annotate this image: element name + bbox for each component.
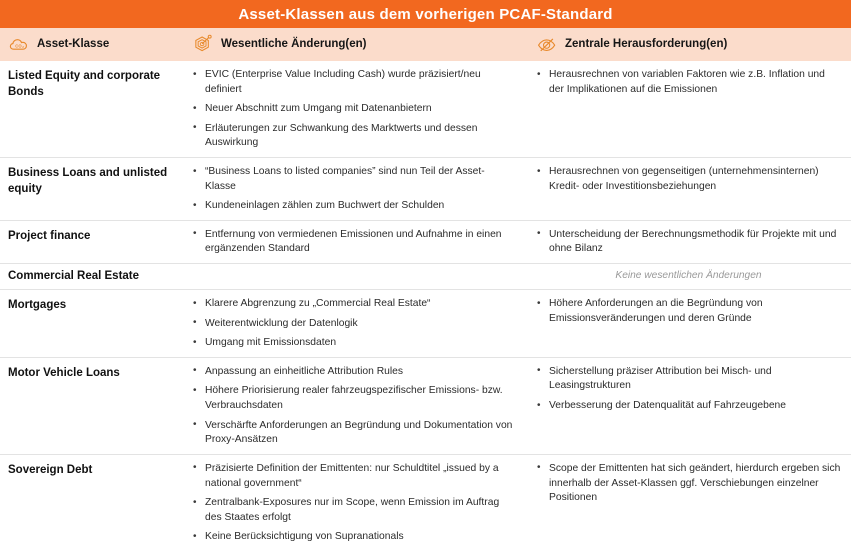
target-hexagon-icon <box>192 34 214 56</box>
changes-list <box>192 462 514 545</box>
changes-list <box>192 365 514 448</box>
changes-cell <box>178 158 524 220</box>
list-item: • Klarere Abgrenzung zu „Commercial Real Estate“ <box>192 297 514 312</box>
list-item: • “Business Loans to listed companies” sind nun Teil der Asset-Klasse <box>192 165 514 194</box>
list-item: • Neuer Abschnitt zum Umgang mit Datenanbietern <box>192 102 514 117</box>
list-item: • Kundeneinlagen zählen zum Buchwert der Schulden <box>192 199 514 214</box>
challenges-cell <box>524 264 851 288</box>
list-item: • Weiterentwicklung der Datenlogik <box>192 317 514 332</box>
table-row <box>0 221 851 264</box>
list-item: • Herausrechnen von gegenseitigen (unternehmensinternen) Kredit- oder Investitionsbeziehungen <box>536 165 841 194</box>
changes-cell <box>178 264 524 274</box>
list-item: • Keine Berücksichtigung von Supranationals <box>192 530 514 545</box>
list-item: • Präzisierte Definition der Emittenten: nur Schuldtitel „issued by a national government“ <box>192 462 514 491</box>
list-item: • Entfernung von vermiedenen Emissionen und Aufnahme in einen ergänzenden Standard <box>192 228 514 257</box>
changes-list <box>192 68 514 151</box>
page-title: Asset-Klassen aus dem vorherigen PCAF-Standard <box>238 5 613 23</box>
column-header-label: Asset-Klasse <box>37 37 110 50</box>
list-item: • Erläuterungen zur Schwankung des Marktwerts und dessen Auswirkung <box>192 122 514 151</box>
table-row <box>0 61 851 158</box>
title-bar <box>0 0 851 28</box>
column-header-label: Wesentliche Änderung(en) <box>221 37 367 50</box>
challenges-list <box>536 365 841 414</box>
table-row <box>0 158 851 221</box>
asset-class-label: Commercial Real Estate <box>8 270 140 283</box>
asset-class-label: Business Loans and unlisted equity <box>8 167 168 196</box>
asset-class-label: Project finance <box>8 229 91 242</box>
list-item: • Anpassung an einheitliche Attribution Rules <box>192 365 514 380</box>
challenges-list <box>536 228 841 257</box>
asset-class-label: Mortgages <box>8 299 67 312</box>
table-row <box>0 358 851 455</box>
challenges-cell <box>524 61 851 103</box>
challenges-cell <box>524 158 851 200</box>
challenges-cell <box>524 358 851 420</box>
co2-cloud-icon <box>8 34 30 56</box>
column-header-asset-klasse <box>0 34 178 56</box>
asset-class-cell <box>0 264 178 289</box>
list-item: • Höhere Anforderungen an die Begründung von Emissionsveränderungen und deren Gründe <box>536 297 841 326</box>
challenges-list <box>536 68 841 97</box>
challenges-list <box>536 462 841 506</box>
table-row <box>0 290 851 358</box>
svg-text:2: 2 <box>22 44 24 49</box>
table-row <box>0 455 851 551</box>
list-item: • Unterscheidung der Berechnungsmethodik für Projekte mit und ohne Bilanz <box>536 228 841 257</box>
asset-class-cell <box>0 290 178 319</box>
asset-class-table <box>0 61 851 551</box>
column-header-label: Zentrale Herausforderung(en) <box>565 37 728 50</box>
list-item: • EVIC (Enterprise Value Including Cash) wurde präzisiert/neu definiert <box>192 68 514 97</box>
list-item: • Verbesserung der Datenqualität auf Fahrzeugebene <box>536 399 841 414</box>
asset-class-label: Listed Equity and corporate Bonds <box>8 70 161 99</box>
asset-class-cell <box>0 61 178 107</box>
asset-class-label: Sovereign Debt <box>8 463 93 476</box>
column-header-wesentliche-aenderungen <box>178 34 524 56</box>
changes-cell <box>178 358 524 454</box>
changes-cell <box>178 455 524 551</box>
warning-eye-icon <box>536 34 558 56</box>
challenges-list <box>536 297 841 326</box>
list-item: • Verschärfte Anforderungen an Begründung und Dokumentation von Proxy-Ansätzen <box>192 419 514 448</box>
table-row <box>0 264 851 290</box>
challenges-list <box>536 165 841 194</box>
list-item: • Sicherstellung präziser Attribution bei Misch- und Leasingstrukturen <box>536 365 841 394</box>
changes-list <box>192 228 514 257</box>
changes-cell <box>178 290 524 357</box>
asset-class-cell <box>0 358 178 387</box>
changes-cell <box>178 221 524 263</box>
no-change-note: Keine wesentlichen Änderungen <box>615 270 762 282</box>
changes-cell <box>178 61 524 157</box>
challenges-cell <box>524 455 851 512</box>
asset-class-cell <box>0 158 178 204</box>
list-item: • Zentralbank-Exposures nur im Scope, wenn Emission im Auftrag des Staates erfolgt <box>192 496 514 525</box>
challenges-cell <box>524 221 851 263</box>
challenges-cell <box>524 290 851 332</box>
column-header-zentrale-herausforderungen <box>524 34 851 56</box>
changes-list <box>192 297 514 351</box>
list-item: • Höhere Priorisierung realer fahrzeugspezifischer Emissions- bzw. Verbrauchsdaten <box>192 384 514 413</box>
asset-class-label: Motor Vehicle Loans <box>8 366 120 379</box>
list-item: • Herausrechnen von variablen Faktoren wie z.B. Inflation und der Implikationen auf die Emissionen <box>536 68 841 97</box>
asset-class-cell <box>0 455 178 484</box>
list-item: • Umgang mit Emissionsdaten <box>192 336 514 351</box>
changes-list <box>192 165 514 214</box>
asset-class-cell <box>0 221 178 250</box>
svg-text:CO: CO <box>15 42 22 48</box>
column-header-row <box>0 28 851 61</box>
list-item: • Scope der Emittenten hat sich geändert, hierdurch ergeben sich innerhalb der Asset-Klassen ggf. Verschiebungen einzelner Positionen <box>536 462 841 506</box>
